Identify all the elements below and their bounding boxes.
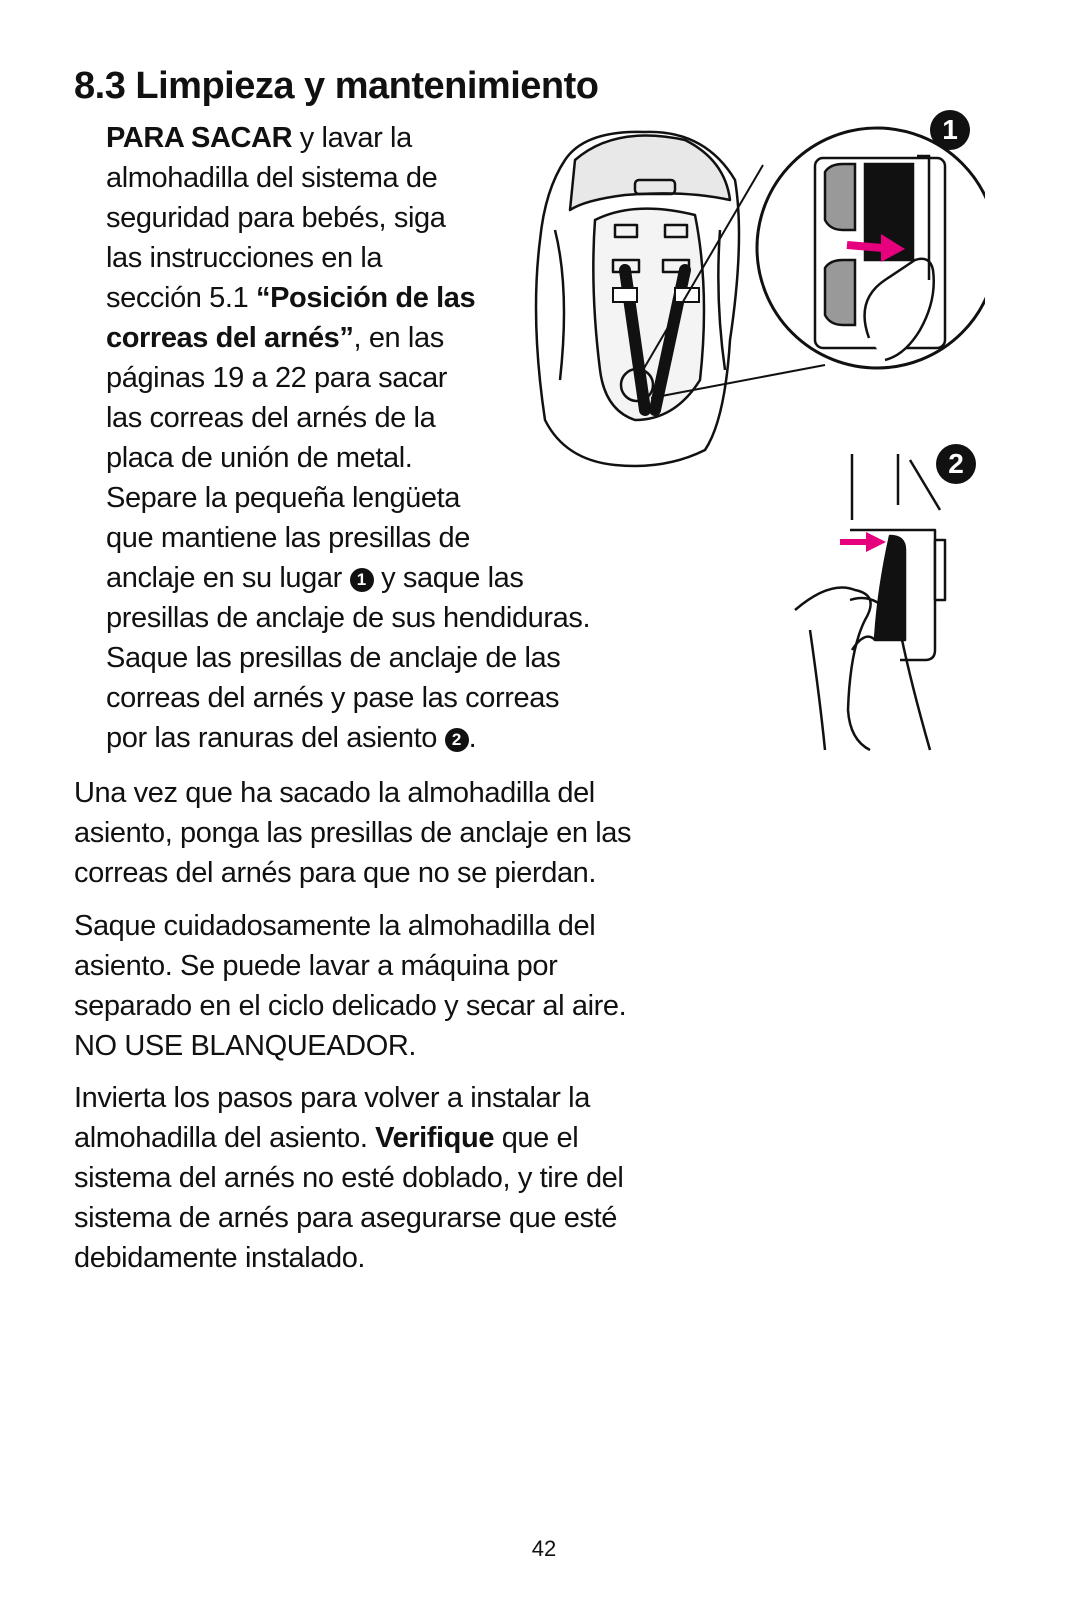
text-line: las instrucciones en la [106, 242, 383, 274]
figure-2-number-badge: 2 [936, 444, 976, 484]
text-line: PARA SACAR y lavar la [106, 122, 412, 154]
text-line: almohadilla del asiento. Verifique que el [74, 1122, 579, 1154]
text-line: placa de unión de metal. [106, 442, 413, 474]
page-number: 42 [531, 1536, 557, 1561]
text-line: Una vez que ha sacado la almohadilla del [74, 777, 595, 809]
text-line: seguridad para bebés, siga [106, 202, 446, 234]
text-line: almohadilla del sistema de [106, 162, 438, 194]
text-line: correas del arnés y pase las correas [106, 682, 560, 714]
text-line: correas del arnés para que no se pierdan. [74, 857, 597, 889]
text-line: sistema del arnés no esté doblado, y tire del [74, 1162, 624, 1194]
text-line: sección 5.1 “Posición de las [106, 282, 476, 314]
text-line: Separe la pequeña lengüeta [106, 482, 461, 514]
section-heading: 8.3 Limpieza y mantenimiento [74, 65, 599, 107]
text-line: separado en el ciclo delicado y secar al aire. [74, 990, 627, 1022]
text-line: que mantiene las presillas de [106, 522, 471, 554]
text-line: sistema de arnés para asegurarse que esté [74, 1202, 617, 1234]
washing-paragraph [74, 906, 674, 1066]
text-line: correas del arnés”, en las [106, 322, 444, 354]
text-line: debidamente instalado. [74, 1242, 366, 1274]
text-line: Saque cuidadosamente la almohadilla del [74, 910, 596, 942]
text-line: las correas del arnés de la [106, 402, 436, 434]
figure-1-ref-badge: 1 [350, 568, 374, 592]
text-line: NO USE BLANQUEADOR. [74, 1030, 417, 1062]
figure-1-car-seat [525, 114, 985, 485]
figure-1-number-badge: 1 [930, 110, 970, 150]
reinstall-paragraph [74, 1078, 674, 1278]
text-line: anclaje en su lugar 1 y saque las [106, 562, 524, 594]
text-line: asiento. Se puede lavar a máquina por [74, 950, 558, 982]
text-line: presillas de anclaje de sus hendiduras. [106, 602, 591, 634]
text-line: páginas 19 a 22 para sacar [106, 362, 448, 394]
text-line: asiento, ponga las presillas de anclaje en las [74, 817, 632, 849]
car-seat-illustration [525, 120, 985, 480]
text-line: Saque las presillas de anclaje de las [106, 642, 561, 674]
storage-paragraph [74, 773, 674, 893]
slot-illustration [790, 450, 990, 760]
text-line: por las ranuras del asiento 2 . [106, 722, 477, 754]
text-line: Invierta los pasos para volver a instalar la [74, 1082, 590, 1114]
figure-2-slot [790, 450, 990, 765]
magenta-arrow-icon [840, 532, 886, 552]
figure-2-ref-badge: 2 [445, 728, 469, 752]
